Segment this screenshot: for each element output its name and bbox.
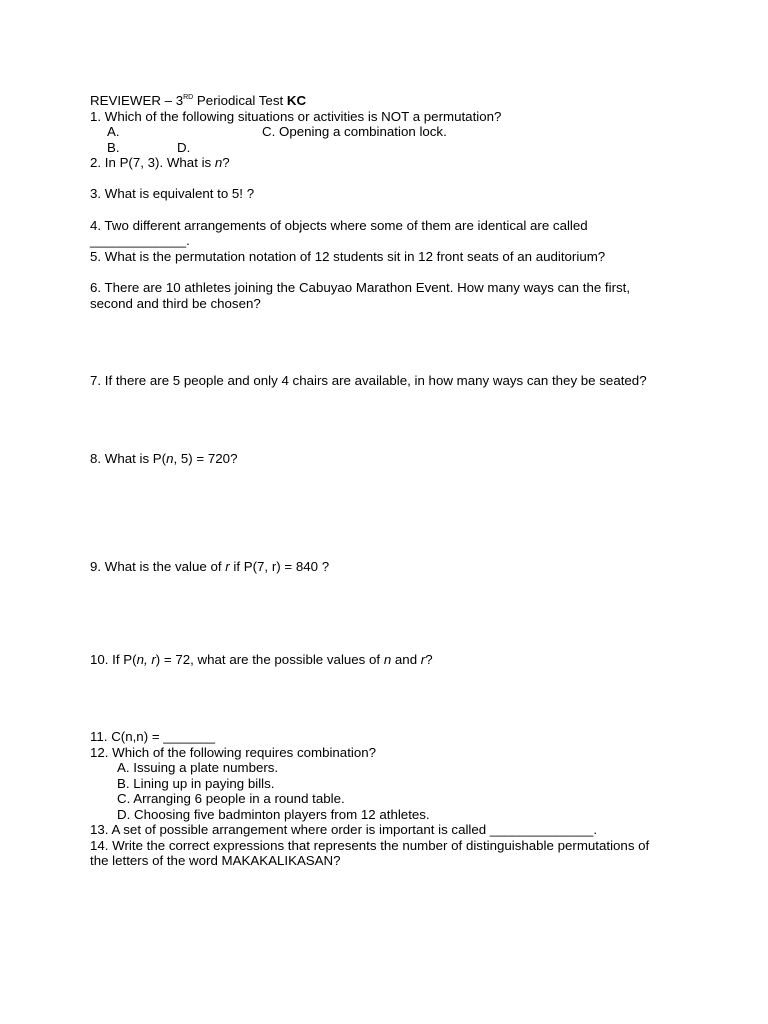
q8-post: , 5) = 720? [173, 451, 238, 466]
title-prefix: REVIEWER – 3 [90, 93, 184, 108]
q10-post: ? [425, 652, 433, 667]
q9-pre: 9. What is the value of [90, 559, 226, 574]
q10-pre: 10. If P( [90, 652, 137, 667]
question-7: 7. If there are 5 people and only 4 chairs are available, in how many ways can they be seated? [90, 373, 647, 388]
q1-option-b: B. [107, 140, 120, 155]
question-3: 3. What is equivalent to 5! ? [90, 186, 255, 201]
document-title [90, 93, 306, 109]
title-superscript: RD [183, 94, 194, 101]
question-6-cont: second and third be chosen? [90, 296, 261, 311]
q9-var: r [225, 559, 230, 574]
question-9 [90, 559, 329, 575]
q10-var3: r [420, 652, 426, 667]
question-1: 1. Which of the following situations or activities is NOT a permutation? [90, 109, 502, 124]
q12-option: D. Choosing five badminton players from 12 athletes. [117, 807, 430, 822]
q2-post: ? [222, 155, 230, 170]
q1-option-d: D. [177, 140, 191, 155]
question-4: 4. Two different arrangements of objects where some of them are identical are called [90, 218, 588, 233]
question-13: 13. A set of possible arrangement where order is important is called ______________. [90, 822, 598, 837]
q8-pre: 8. What is P( [90, 451, 167, 466]
q10-mid: ) = 72, what are the possible values of [155, 652, 384, 667]
q1-option-c: C. Opening a combination lock. [262, 124, 447, 139]
q8-var: n [166, 451, 174, 466]
q1-option-a: A. [107, 124, 120, 139]
q12-option: A. Issuing a plate numbers. [117, 760, 279, 775]
question-5: 5. What is the permutation notation of 12 students sit in 12 front seats of an auditorium? [90, 249, 606, 264]
q9-post: if P(7, r) = 840 ? [229, 559, 330, 574]
question-6: 6. There are 10 athletes joining the Cabuyao Marathon Event. How many ways can the first, [90, 280, 631, 295]
question-12: 12. Which of the following requires combination? [90, 745, 377, 760]
q10-var2: n [383, 652, 392, 667]
q10-and: and [391, 652, 421, 667]
question-14-cont: the letters of the word MAKAKALIKASAN? [90, 853, 341, 868]
q12-option: C. Arranging 6 people in a round table. [117, 791, 345, 806]
q12-option: B. Lining up in paying bills. [117, 776, 275, 791]
question-8 [90, 451, 237, 467]
question-2 [90, 155, 230, 171]
question-14: 14. Write the correct expressions that represents the number of distinguishable permutations of [90, 838, 650, 853]
question-11: 11. C(n,n) = _______ [90, 729, 216, 744]
q10-var1: n, r [136, 652, 156, 667]
question-4-blank: _____________. [90, 233, 190, 248]
question-10 [90, 652, 433, 668]
q2-var: n [214, 155, 223, 170]
title-suffix: Periodical Test [193, 93, 287, 108]
q2-pre: 2. In P(7, 3). What is [90, 155, 215, 170]
title-code: KC [286, 93, 307, 108]
